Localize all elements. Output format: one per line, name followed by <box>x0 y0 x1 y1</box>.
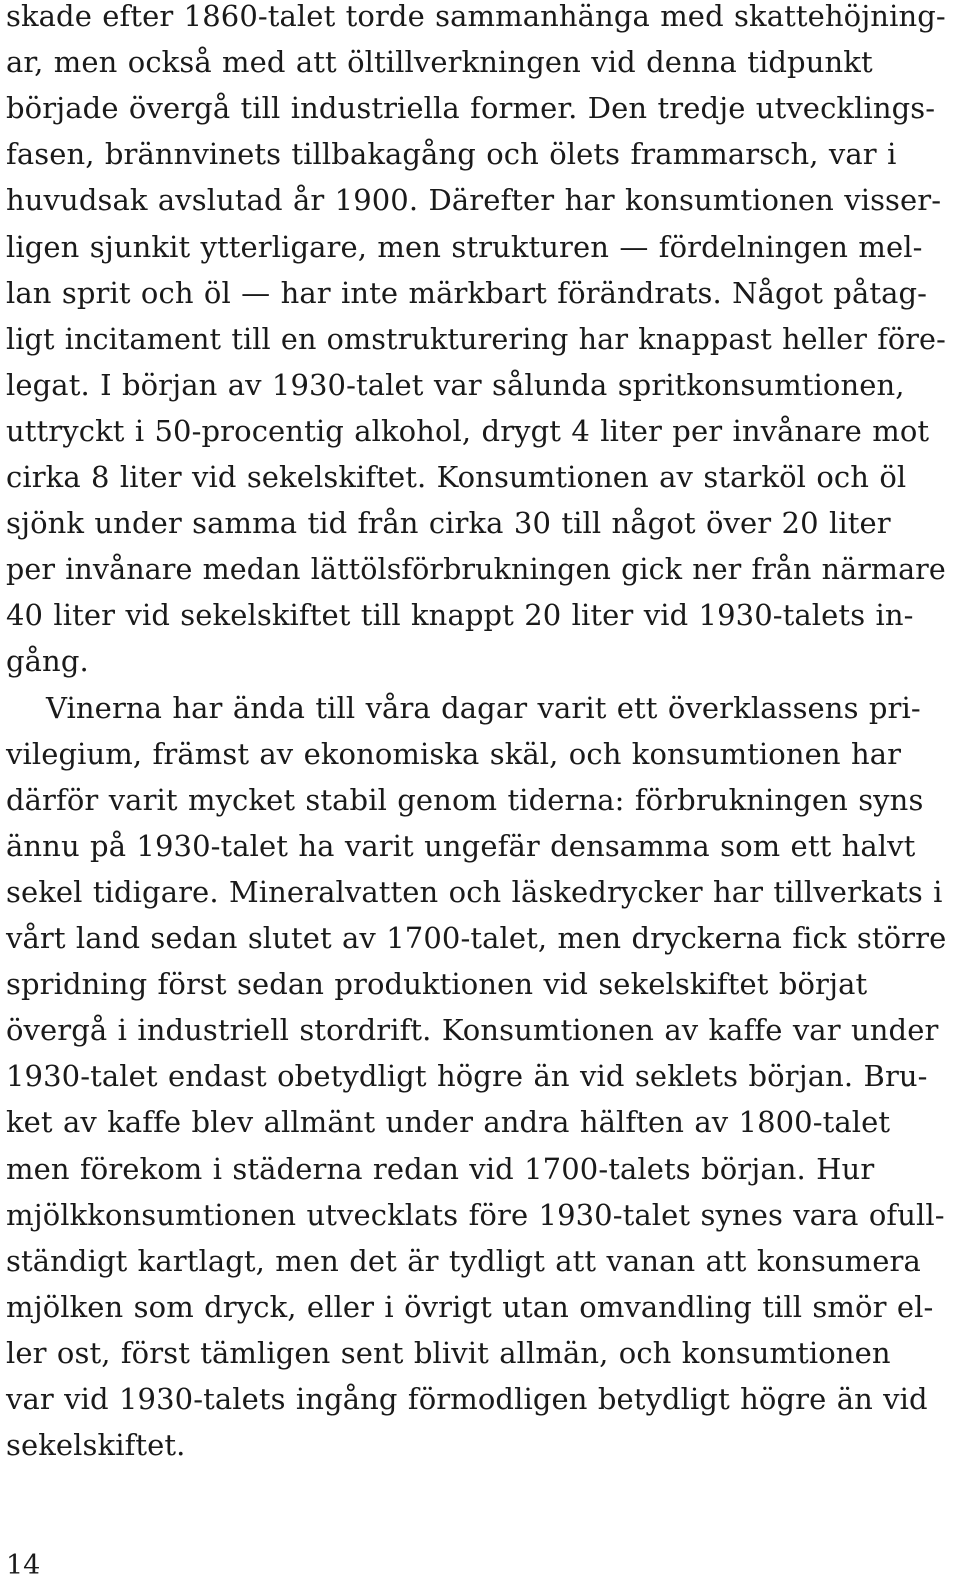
text-line: ket av kaffe blev allmänt under andra hälften av 1800-talet <box>6 1105 891 1140</box>
text-line: cirka 8 liter vid sekelskiftet. Konsumtionen av starköl och öl <box>6 460 907 494</box>
text-line: ständigt kartlagt, men det är tydligt att vanan att konsumera <box>6 1243 921 1278</box>
page-number: 14 <box>6 1550 41 1581</box>
text-line: Vinerna har ända till våra dagar varit ett överklassens pri- <box>46 690 921 725</box>
text-line: lan sprit och öl — har inte märkbart förändrats. Något påtag- <box>6 275 928 310</box>
text-line: ligt incitament till en omstrukturering har knappast heller före- <box>6 321 946 356</box>
text-line: sekelskiftet. <box>6 1428 186 1463</box>
text-line: 1930-talet endast obetydligt högre än vid seklets början. Bru- <box>6 1059 928 1094</box>
text-line: gång. <box>6 644 89 679</box>
text-line: huvudsak avslutad år 1900. Därefter har konsumtionen visser- <box>6 183 942 218</box>
text-line: mjölkkonsumtionen utvecklats före 1930-talet synes vara ofull- <box>6 1197 945 1232</box>
text-line: därför varit mycket stabil genom tiderna: förbrukningen syns <box>6 782 924 817</box>
text-line: vårt land sedan slutet av 1700-talet, men dryckerna fick större <box>6 921 947 955</box>
text-line: vilegium, främst av ekonomiska skäl, och konsumtionen har <box>6 736 902 771</box>
text-line: var vid 1930-talets ingång förmodligen betydligt högre än vid <box>6 1382 928 1416</box>
text-line: skade efter 1860-talet torde sammanhänga med skattehöjning- <box>6 0 946 33</box>
text-line: fasen, brännvinets tillbakagång och ölets frammarsch, var i <box>6 137 897 172</box>
text-line: ar, men också med att öltillverkningen vid denna tidpunkt <box>6 45 873 80</box>
text-line: sjönk under samma tid från cirka 30 till något över 20 liter <box>6 506 891 541</box>
text-line: men förekom i städerna redan vid 1700-talets början. Hur <box>6 1151 875 1186</box>
text-line: övergå i industriell stordrift. Konsumtionen av kaffe var under <box>6 1013 939 1048</box>
text-line: sekel tidigare. Mineralvatten och läskedrycker har tillverkats i <box>6 874 943 909</box>
text-line: ligen sjunkit ytterligare, men strukturen — fördelningen mel- <box>6 229 923 264</box>
text-line: per invånare medan lättölsförbrukningen gick ner från närmare <box>6 552 946 587</box>
text-line: ler ost, först tämligen sent blivit allmän, och konsumtionen <box>6 1335 891 1370</box>
text-line: ännu på 1930-talet ha varit ungefär densamma som ett halvt <box>6 828 916 863</box>
text-line: började övergå till industriella former. Den tredje utvecklings- <box>6 91 936 126</box>
text-line: 40 liter vid sekelskiftet till knappt 20 liter vid 1930-talets in- <box>6 598 914 633</box>
text-line: legat. I början av 1930-talet var sålunda spritkonsumtionen, <box>6 367 905 402</box>
text-line: spridning först sedan produktionen vid sekelskiftet börjat <box>6 967 868 1002</box>
text-line: mjölken som dryck, eller i övrigt utan omvandling till smör el- <box>6 1289 934 1324</box>
text-line: uttryckt i 50-procentig alkohol, drygt 4 liter per invånare mot <box>6 413 930 448</box>
